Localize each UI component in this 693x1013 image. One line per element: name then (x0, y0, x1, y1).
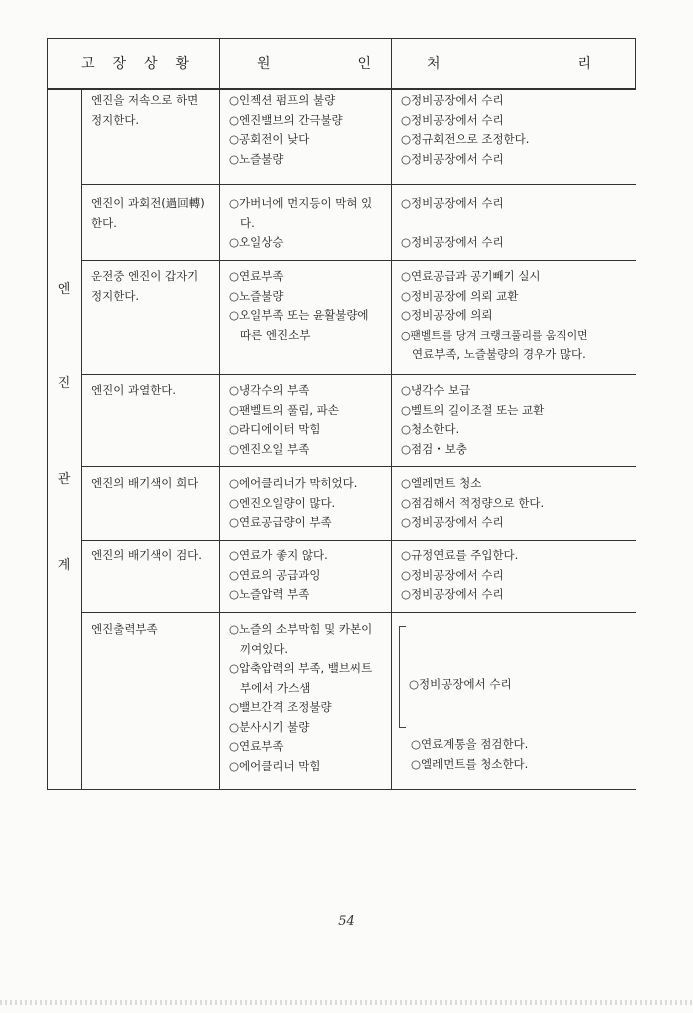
header-char: 인 (357, 56, 371, 72)
text-line: 다. (240, 215, 255, 230)
header-char: 장 (112, 56, 127, 72)
text-line: ○정비공장에서 수리 (401, 515, 504, 529)
header-rule (47, 88, 636, 90)
row-divider (81, 612, 636, 613)
row-divider (81, 374, 636, 375)
text-line: 엔진을 저속으로 하면 (91, 93, 199, 107)
text-line: ○엔진밸브의 간극불량 (229, 112, 343, 127)
text-line: ○압축압력의 부족, 밸브씨트 (229, 661, 373, 675)
row-divider (81, 184, 636, 185)
text-line: 끼여있다. (240, 641, 289, 656)
text-line: ○노즐불량 (229, 288, 284, 303)
text-line: ○오일상승 (229, 235, 284, 249)
text-line: ○규정연료를 주입한다. (401, 548, 519, 562)
column-divider (391, 38, 392, 790)
situation-cell (91, 620, 158, 640)
text-line: ○분사시기 불량 (229, 719, 310, 734)
treatment-cell (401, 267, 588, 365)
situation-cell (91, 194, 205, 233)
text-line: ○오일부족 또는 윤활불량에 (229, 308, 369, 322)
text-line: ○정비공장에서 수리 (401, 235, 504, 249)
situation-cell (91, 91, 198, 130)
text-line: ○연료부족 (229, 739, 284, 753)
text-line: 정지한다. (91, 288, 140, 303)
category-char: 관 (57, 472, 71, 487)
text-line: ○연료부족 (229, 269, 284, 283)
treatment-cell (401, 546, 518, 605)
text-line: ○정비공장에 의뢰 교환 (401, 288, 519, 303)
text-line: ○정비공장에서 수리 (401, 196, 504, 210)
text-line: ○정비공장에 의뢰 (401, 308, 493, 322)
text-line: ○냉각수 보급 (401, 383, 471, 397)
text-line (401, 214, 504, 234)
text-line: ○연료가 좋지 않다. (229, 548, 328, 562)
header-char: 리 (577, 56, 591, 72)
text-line: ○연료공급량이 부족 (229, 515, 332, 529)
text-line: 엔진이 과열한다. (91, 383, 177, 397)
text-line: 엔진의 배기색이 희다 (91, 476, 199, 490)
treatment-cell (401, 474, 544, 533)
header-char: 황 (175, 56, 189, 72)
cause-cell (229, 267, 369, 345)
header-char: 처 (427, 56, 441, 72)
page-number: 54 (338, 914, 355, 929)
text-line: ○점검・보충 (401, 441, 467, 456)
text-line: 엔진출력부족 (91, 622, 158, 636)
treatment-cell (401, 194, 504, 253)
text-line: ○정비공장에서 수리 (409, 677, 512, 691)
text-line: ○냉각수의 부족 (229, 383, 310, 397)
treatment-cell (409, 675, 512, 695)
situation-cell (91, 381, 176, 401)
situation-cell (91, 546, 202, 566)
header-char: 상 (143, 56, 158, 72)
text-line: ○연료의 공급과잉 (229, 567, 321, 582)
text-line: ○정비공장에서 수리 (401, 587, 504, 601)
header-situation (81, 38, 219, 88)
category-char: 엔 (57, 282, 71, 297)
text-line: 연료부족, 노즐불량의 경우가 많다. (412, 347, 586, 361)
text-line: ○팬벨트를 당겨 크랭크풀리를 움직이면 (401, 328, 588, 342)
text-line: ○에어클리너가 막히었다. (229, 476, 358, 490)
text-line: ○정비공장에서 수리 (401, 567, 504, 582)
situation-cell (91, 267, 198, 306)
row-divider (81, 260, 636, 261)
text-line: ○점검해서 적정량으로 한다. (401, 495, 545, 510)
text-line: ○엘레먼트를 청소한다. (411, 756, 529, 771)
column-divider (219, 38, 220, 790)
text-line: ○노즐불량 (229, 151, 284, 166)
text-line: ○공회전이 낮다 (229, 132, 310, 146)
text-line: ○라디에이터 막힘 (229, 422, 321, 436)
header-treatment (427, 38, 591, 88)
cause-cell (229, 546, 328, 605)
text-line: ○엘레먼트 청소 (401, 476, 482, 490)
treatment-cell (401, 381, 544, 459)
text-line: ○벨트의 길이조절 또는 교환 (401, 402, 545, 417)
text-line: ○엔진오일 부족 (229, 441, 310, 456)
table-right-rule (635, 38, 636, 88)
text-line: ○노즐압력 부족 (229, 587, 310, 601)
cause-cell (229, 381, 339, 459)
cause-cell (229, 91, 343, 169)
cause-cell (229, 474, 357, 533)
table-left-rule (47, 38, 48, 790)
text-line: ○정규회전으로 조정한다. (401, 132, 530, 146)
header-char: 고 (81, 56, 95, 72)
cause-cell (229, 194, 372, 253)
treatment-cell (401, 91, 529, 169)
text-line: ○청소한다. (401, 422, 460, 436)
text-line: 부에서 가스샘 (240, 680, 311, 695)
scan-artifact (0, 1000, 693, 1005)
text-line: ○팬벨트의 풀림, 파손 (229, 402, 339, 417)
text-line: ○밸브간격 조정불량 (229, 700, 332, 714)
text-line: 엔진이 과회전(過回轉) (91, 196, 205, 210)
situation-cell (91, 474, 198, 494)
row-divider (81, 466, 636, 467)
text-line: ○에어클리너 막힘 (229, 758, 321, 773)
category-char: 진 (57, 376, 71, 391)
text-line: ○가버너에 먼지등이 막혀 있 (229, 196, 373, 210)
header-char: 원 (257, 56, 271, 72)
treatment-cell (411, 735, 528, 774)
category-char: 계 (57, 558, 71, 573)
grouping-bracket (399, 626, 406, 728)
cause-cell (229, 620, 372, 776)
category-divider (81, 88, 82, 789)
text-line: ○정비공장에서 수리 (401, 93, 504, 107)
header-cause (257, 38, 371, 88)
troubleshooting-table (47, 38, 636, 790)
text-line: ○노즐의 소부막힘 및 카본이 (229, 622, 373, 636)
text-line: 한다. (91, 215, 117, 230)
text-line: ○연료공급과 공기빼기 실시 (401, 269, 541, 283)
text-line: 따른 엔진소부 (240, 327, 311, 342)
text-line: ○엔진오일량이 많다. (229, 495, 336, 510)
text-line: ○인젝션 펌프의 불량 (229, 93, 336, 107)
text-line: 정지한다. (91, 112, 140, 127)
text-line: ○연료계통을 점검한다. (411, 737, 529, 751)
row-divider (81, 540, 636, 541)
text-line: 운전중 엔진이 갑자기 (91, 269, 199, 283)
text-line: 엔진의 배기색이 검다. (91, 548, 202, 562)
text-line: ○정비공장에서 수리 (401, 151, 504, 166)
table-bottom-rule (47, 789, 636, 790)
text-line: ○정비공장에서 수리 (401, 112, 504, 127)
